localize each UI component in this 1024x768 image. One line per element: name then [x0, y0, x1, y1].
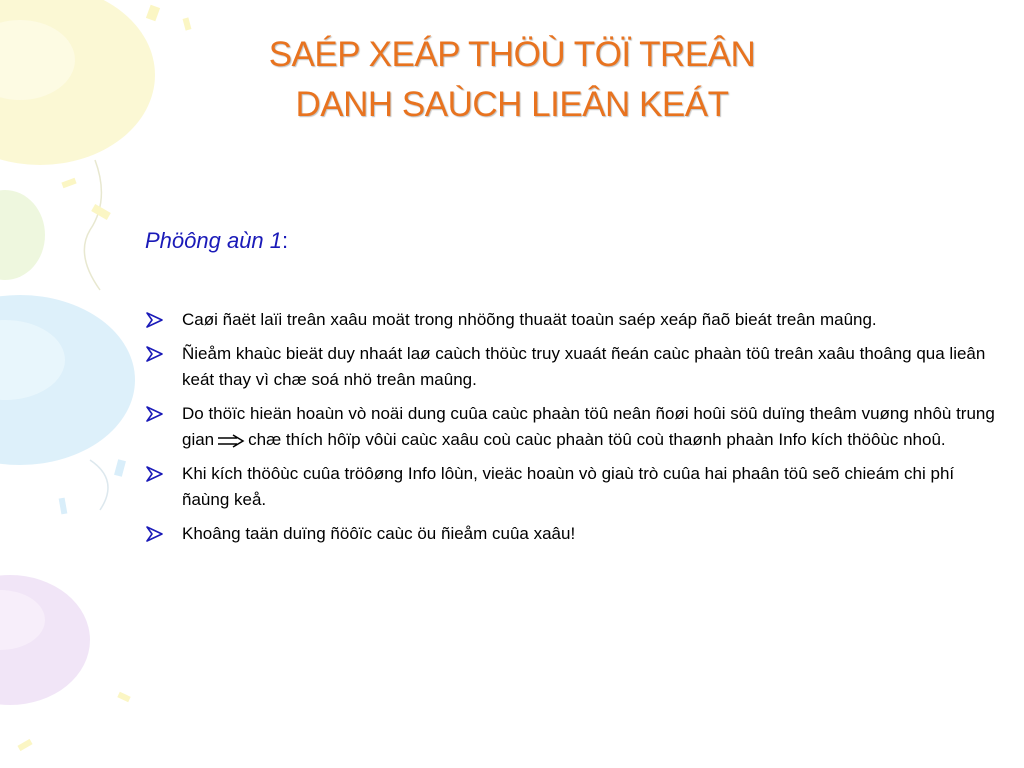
confetti-piece: [117, 692, 130, 703]
bullet-list: [145, 307, 995, 555]
confetti-piece: [59, 498, 68, 515]
confetti-piece: [114, 459, 126, 477]
list-item: [145, 401, 995, 453]
chevron-arrow-icon: [145, 404, 165, 424]
bullet-text: Khi kích thöôùc cuûa tröôøng Info lôùn, vieäc hoaùn vò giaù trò cuûa hai phaân töû seõ chieám chi phí ñaùng keå.: [182, 464, 955, 509]
confetti-piece: [183, 17, 192, 30]
slide-title-line-1: SAÉP XEÁP THÖÙ TÖÏ TREÂN: [268, 35, 756, 74]
list-item: [145, 521, 995, 547]
list-item: [145, 307, 995, 333]
bullet-text: Ñieåm khaùc bieät duy nhaát laø caùch thöùc truy xuaát ñeán caùc phaàn töû treân xaâu thoâng qua lieân keát thay vì chæ soá nhö treân maûng.: [182, 344, 986, 389]
method-label: Phöông aùn 1: [145, 228, 283, 253]
bullet-text-after: chæ thích hôïp vôùi caùc xaâu coù caùc phaàn töû coù thaønh phaàn Info kích thöôùc nhoû.: [248, 430, 946, 449]
confetti-piece: [61, 178, 76, 188]
green-balloon: [0, 190, 45, 280]
method-colon: :: [282, 228, 289, 253]
slide-title-line-2: DANH SAÙCH LIEÂN KEÁT: [295, 85, 729, 124]
confetti-piece: [91, 204, 111, 220]
bullet-text: [182, 401, 995, 453]
list-item: [145, 461, 995, 513]
chevron-arrow-icon: [145, 344, 165, 364]
method-heading: [145, 228, 288, 254]
list-item: [145, 341, 995, 393]
chevron-arrow-icon: [145, 524, 165, 544]
chevron-arrow-icon: [145, 310, 165, 330]
chevron-arrow-icon: [145, 464, 165, 484]
confetti-piece: [17, 739, 32, 751]
double-arrow-right-icon: [217, 434, 245, 448]
bullet-text: Khoâng taän duïng ñöôïc caùc öu ñieåm cuûa xaâu!: [182, 524, 576, 543]
slide-title: [0, 30, 1024, 130]
bullet-text-before: Do thöïc hieän hoaùn vò noäi dung cuûa caùc phaàn töû neân ñoøi hoûi söû duïng theâm vuøng nhôù trung gian: [182, 404, 995, 449]
bullet-text: Caøi ñaët laïi treân xaâu moät trong nhöõng thuaät toaùn saép xeáp ñaõ bieát treân maûng.: [182, 310, 877, 329]
confetti-piece: [146, 5, 160, 22]
